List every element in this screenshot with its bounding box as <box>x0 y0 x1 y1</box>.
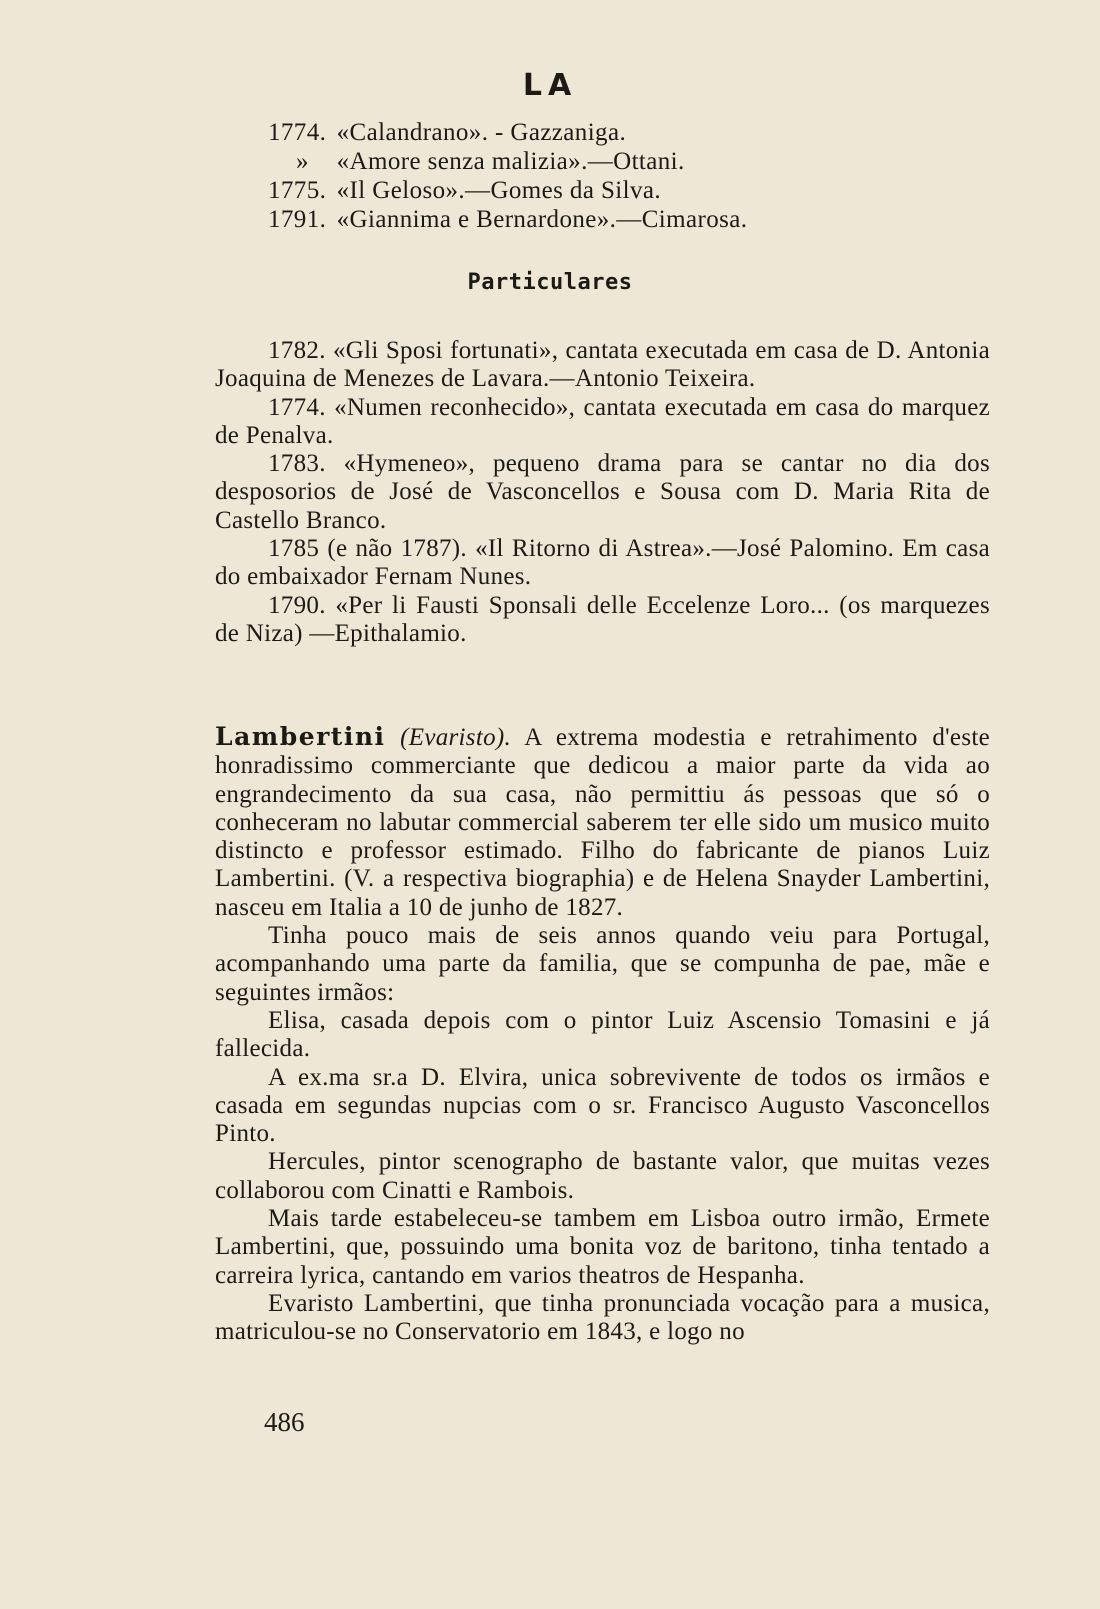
work-year: 1791. <box>268 206 327 233</box>
work-entry <box>268 176 1028 205</box>
entry-given-name: (Evaristo). <box>400 724 512 751</box>
work-year: 1775. <box>268 177 327 204</box>
particulares-item: 1785 (e não 1787). «Il Ritorno di Astrea».—José Palomino. Em casa do embaixador Fernam Nunes. <box>215 535 990 591</box>
particulares-item: 1782. «Gli Sposi fortunati», cantata executada em casa de D. Antonia Joaquina de Menezes de Lavara.—Antonio Teixeira. <box>215 337 990 393</box>
work-title: «Il Geloso».—Gomes da Silva. <box>336 177 662 204</box>
body-paragraph: A ex.ma sr.a D. Elvira, unica sobrevivente de todos os irmãos e casada em segundas nupcias com o sr. Francisco Augusto Vasconcellos Pinto. <box>215 1063 990 1148</box>
work-entry <box>268 118 1028 147</box>
body-paragraph: Elisa, casada depois com o pintor Luiz Ascensio Tomasini e já fallecida. <box>215 1006 990 1063</box>
particulares-item: 1790. «Per li Fausti Sponsali delle Eccelenze Loro... (os marquezes de Niza) —Epithalamio. <box>215 591 990 647</box>
entry-opening-paragraph <box>215 723 990 922</box>
work-entry <box>268 205 1028 234</box>
entry-name: Lambertini <box>215 722 386 751</box>
particulares-item: 1774. «Numen reconhecido», cantata executada em casa do marquez de Penalva. <box>215 393 990 449</box>
particulares-item: 1783. «Hymeneo», pequeno drama para se cantar no dia dos desposorios de José de Vasconcellos e Sousa com D. Maria Rita de Castello Branco. <box>215 450 990 534</box>
biography-entry <box>215 723 990 1347</box>
work-title: «Amore senza malizia».—Ottani. <box>336 148 685 175</box>
section-heading: Particulares <box>467 270 633 295</box>
work-title: «Calandrano». - Gazzaniga. <box>336 119 627 146</box>
particulares-list <box>215 337 990 648</box>
work-year: 1774. <box>268 119 327 146</box>
running-head: LA <box>522 68 578 103</box>
work-entry <box>268 147 1028 176</box>
page-number: 486 <box>264 1407 305 1437</box>
body-paragraph: Tinha pouco mais de seis annos quando veiu para Portugal, acompanhando uma parte da familia, que se compunha de pae, mãe e seguintes irmãos: <box>215 922 990 1006</box>
work-year: » <box>296 148 309 175</box>
body-paragraph: Mais tarde estabeleceu-se tambem em Lisboa outro irmão, Ermete Lambertini, que, possuindo uma bonita voz de baritono, tinha tentado a carreira lyrica, cantando em varios theatros de Hespanha. <box>215 1205 990 1289</box>
body-paragraph: Evaristo Lambertini, que tinha pronunciada vocação para a musica, matriculou-se no Conservatorio em 1843, e logo no <box>215 1289 990 1346</box>
work-title: «Giannima e Bernardone».—Cimarosa. <box>336 206 748 233</box>
body-paragraph: Hercules, pintor scenographo de bastante valor, que muitas vezes collaborou com Cinatti e Rambois. <box>215 1148 990 1204</box>
works-list <box>268 118 1028 234</box>
entry-opening-text: A extrema modestia e retrahimento d'este honradissimo commerciante que dedicou a maior parte da vida ao engrandecimento da sua casa, não permittiu ás pessoas que só o conheceram no labutar commercial saberem ter elle sido um musico muito distincto e professor estimado. Filho do fabricante de pianos Luiz Lambertini. (V. a respectiva biographia) e de Helena Snayder Lambertini, nasceu em Italia a 10 de junho de 1827. <box>215 724 990 921</box>
